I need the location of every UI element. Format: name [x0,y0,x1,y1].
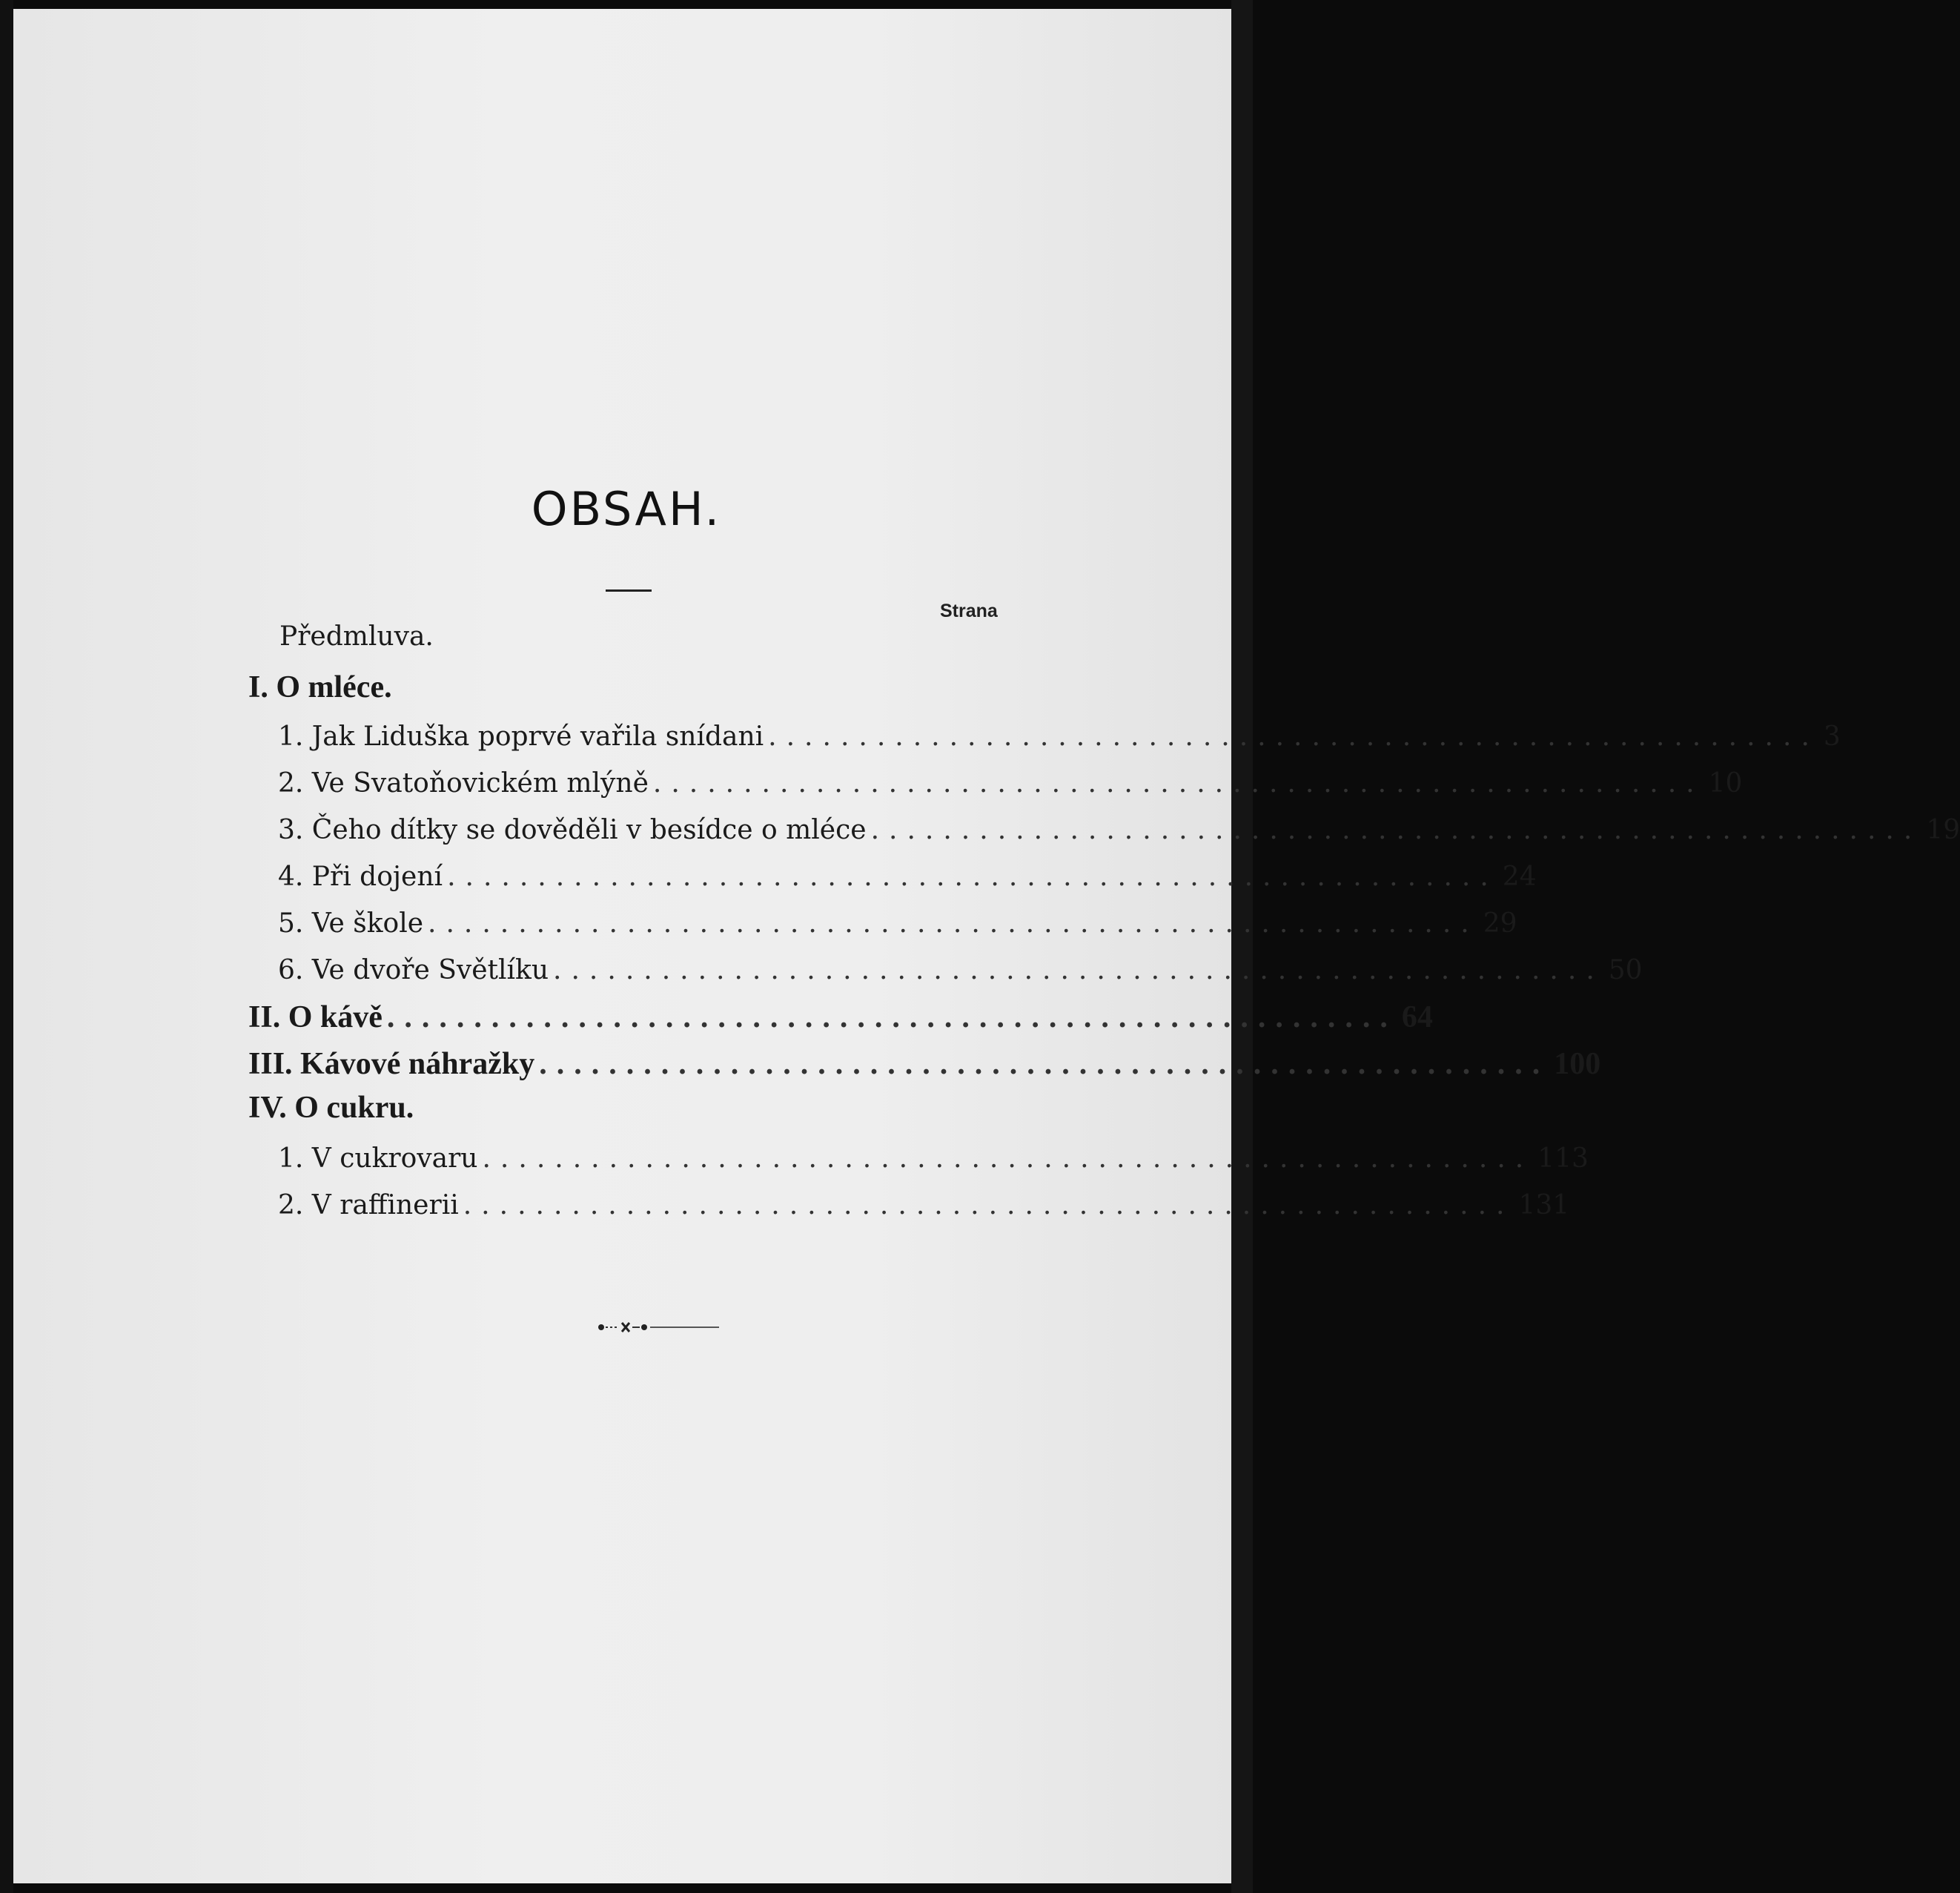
toc-entry-page: 3 [1823,721,1841,752]
toc-entry[interactable] [278,908,1517,939]
leader-dots: .......................................................... [463,1190,1514,1220]
toc-entry-page: 29 [1483,908,1517,939]
toc-entry-label: 1. V cukrovaru [278,1143,478,1174]
leader-dots: .......................................................... [447,862,1498,892]
leader-dots: .......................................................... [652,768,1704,799]
toc-entry-page: 19 [1926,815,1960,845]
toc-entry[interactable] [278,768,1743,799]
toc-entry-label: 4. Při dojení [278,862,443,892]
toc-entry-label: 2. Ve Svatoňovickém mlýně [278,768,649,799]
toc-entry-page: 100 [1554,1047,1601,1081]
toc-entry-page: 113 [1537,1143,1589,1174]
right-page-edge [1231,0,1253,1893]
book-page [13,9,1231,1883]
toc-section-coffee[interactable] [248,1000,1433,1035]
toc-entry[interactable] [278,955,1643,985]
leader-dots: .......................................................... [482,1143,1534,1174]
toc-section-sugar: IV. O cukru. [248,1091,414,1125]
toc-entry-label: 5. Ve škole [278,908,424,939]
page-title: OBSAH. [531,482,722,536]
toc-entry[interactable] [278,815,1960,845]
toc-entry[interactable] [278,1190,1570,1220]
page-column-label: Strana [940,601,998,621]
toc-entry-page: 64 [1401,1000,1433,1034]
leader-dots: .......................................................... [386,1000,1397,1034]
ornament-divider-icon [597,1320,723,1335]
toc-section-milk: I. O mléce. [248,670,392,704]
toc-entry-label: III. Kávové náhražky [248,1047,535,1081]
toc-entry[interactable] [278,862,1537,892]
toc-entry[interactable] [278,721,1841,752]
toc-entry-label: 3. Čeho dítky se dověděli v besídce o mléce [278,815,867,845]
toc-entry-label: 1. Jak Liduška poprvé vařila snídani [278,721,764,752]
toc-section-coffee-substitutes[interactable] [248,1046,1601,1082]
toc-entry[interactable] [278,1143,1589,1174]
leader-dots: .......................................................... [539,1047,1550,1081]
leader-dots: .......................................................... [768,721,1819,752]
toc-entry-label: 2. V raffinerii [278,1190,459,1220]
toc-entry-label: 6. Ve dvoře Světlíku [278,955,549,985]
title-rule [606,589,652,592]
left-page-edge [0,0,13,1893]
toc-entry-page: 131 [1518,1190,1570,1220]
toc-entry-page: 50 [1608,955,1643,985]
leader-dots: .......................................................... [553,955,1604,985]
toc-entry-page: 10 [1708,768,1743,799]
toc-entry-page: 24 [1502,862,1537,892]
toc-preface: Předmluva. [279,621,434,652]
leader-dots: .......................................................... [870,815,1922,845]
leader-dots: .......................................................... [428,908,1479,939]
toc-entry-label: II. O kávě [248,1000,383,1034]
